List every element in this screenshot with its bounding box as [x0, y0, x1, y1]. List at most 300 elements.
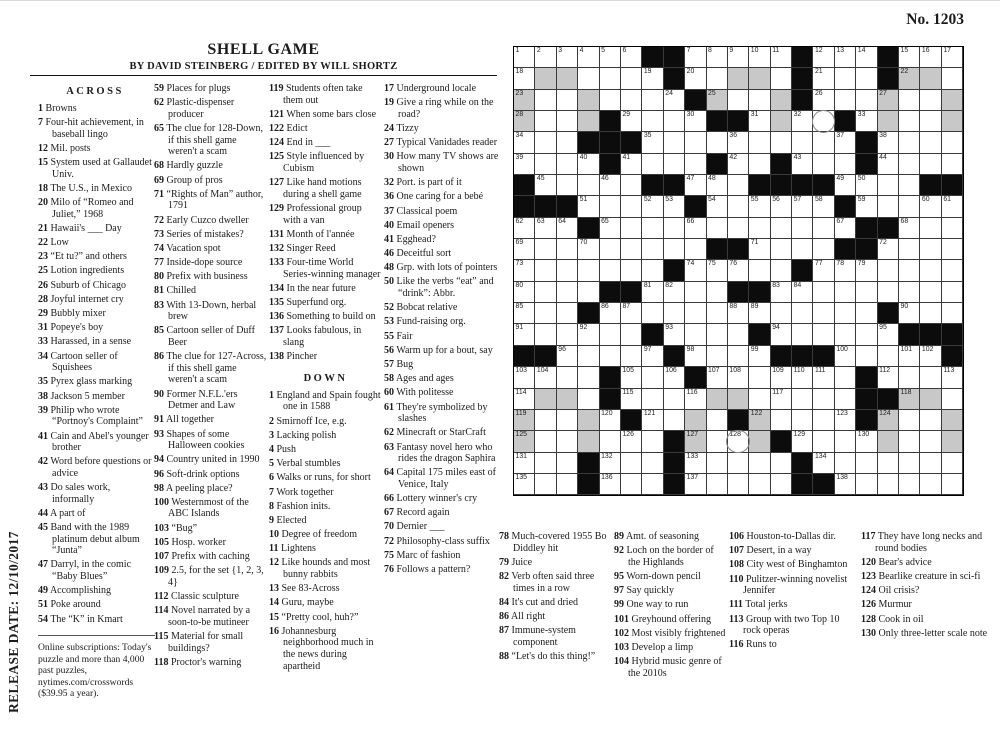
grid-cell-number: 86	[601, 303, 609, 311]
grid-cell-black	[792, 453, 813, 474]
grid-cell	[578, 282, 599, 303]
grid-cell-number: 61	[943, 196, 951, 204]
grid-cell	[749, 260, 770, 281]
clue-item: 64 Capital 175 miles east of Venice, Italy	[384, 467, 496, 490]
grid-cell-number: 71	[750, 239, 759, 247]
grid-cell	[664, 111, 685, 132]
grid-cell-number: 76	[729, 260, 738, 268]
clue-item: 58 Ages and ages	[384, 373, 454, 385]
grid-cell-black	[514, 196, 535, 217]
grid-cell	[771, 453, 792, 474]
grid-cell-number: 36	[729, 132, 738, 140]
grid-cell	[813, 453, 834, 474]
grid-cell	[835, 282, 856, 303]
grid-cell	[835, 90, 856, 111]
grid-cell	[899, 90, 920, 111]
grid-cell-black	[899, 324, 920, 345]
clue-item: 63 Fantasy novel hero who rides the dragon Saphira	[384, 441, 496, 465]
grid-cell	[942, 389, 963, 410]
grid-cell-shaded	[685, 410, 706, 431]
clue-item: 30 How many TV shows are shown	[384, 151, 499, 174]
grid-cell-number: 75	[708, 260, 716, 268]
grid-cell	[920, 453, 941, 474]
grid-cell	[557, 474, 578, 495]
grid-cell	[749, 346, 770, 367]
grid-cell-black	[835, 239, 856, 260]
grid-cell-black	[642, 324, 663, 345]
grid-cell-number: 73	[515, 260, 524, 268]
grid-cell	[557, 239, 578, 260]
grid-cell	[707, 260, 728, 281]
clue-item: 46 Deceitful sort	[384, 248, 452, 260]
grid-cell	[749, 154, 770, 175]
grid-cell-number: 25	[708, 89, 716, 97]
grid-cell	[728, 175, 749, 196]
clue-item: 7 Work together	[269, 486, 334, 498]
grid-cell	[707, 196, 728, 217]
grid-cell	[578, 175, 599, 196]
clue-item: 29 Bubbly mixer	[38, 308, 106, 320]
grid-cell	[535, 111, 556, 132]
grid-cell	[514, 453, 535, 474]
clue-item: 70 Dernier ___	[384, 521, 445, 533]
grid-cell-black	[728, 111, 749, 132]
grid-cell	[642, 68, 663, 89]
grid-cell	[535, 175, 556, 196]
grid-cell	[557, 132, 578, 153]
grid-cell	[899, 111, 920, 132]
grid-cell	[856, 68, 877, 89]
grid-cell-number: 27	[879, 89, 887, 97]
clue-item: 107 Prefix with caching	[154, 551, 250, 563]
grid-cell-number: 57	[793, 196, 802, 204]
clue-item: 13 See 83-Across	[269, 583, 340, 595]
grid-cell	[813, 260, 834, 281]
clue-item: 25 Lotion ingredients	[38, 265, 125, 277]
grid-cell	[878, 367, 899, 388]
grid-cell	[621, 367, 642, 388]
grid-cell-shaded	[578, 410, 599, 431]
grid-cell-number: 22	[900, 68, 909, 76]
grid-cell	[878, 324, 899, 345]
clue-item: 60 With politesse	[384, 387, 454, 399]
grid-cell-number: 115	[622, 388, 634, 396]
grid-cell-number: 100	[836, 345, 848, 353]
clue-item: 120 Bear's advice	[861, 556, 932, 568]
clue-list-header: ACROSS	[66, 86, 124, 97]
grid-cell	[600, 453, 621, 474]
grid-cell-number: 56	[772, 196, 780, 204]
grid-cell	[600, 431, 621, 452]
grid-cell	[878, 346, 899, 367]
clue-item: 34 Cartoon seller of Squishees	[38, 350, 118, 374]
grid-cell-black	[514, 175, 535, 196]
grid-cell	[621, 431, 642, 452]
clue-item: 74 Vacation spot	[154, 242, 221, 254]
grid-cell	[899, 410, 920, 431]
grid-cell	[749, 474, 770, 495]
grid-cell-number: 98	[686, 345, 695, 353]
grid-cell-number: 59	[857, 196, 866, 204]
grid-cell-number: 62	[515, 217, 524, 225]
clue-item: 72 Philosophy-class suffix	[384, 535, 490, 547]
grid-cell	[642, 154, 663, 175]
grid-cell-number: 132	[601, 452, 613, 460]
grid-cell-black	[942, 346, 963, 367]
grid-cell	[642, 346, 663, 367]
grid-cell	[899, 196, 920, 217]
grid-cell-number: 11	[772, 47, 780, 54]
grid-cell	[920, 431, 941, 452]
clue-column-across-3-down-1	[269, 83, 382, 675]
clue-item: 68 Hardly guzzle	[154, 160, 223, 172]
grid-cell-black	[664, 175, 685, 196]
grid-cell	[920, 90, 941, 111]
grid-cell-black	[792, 346, 813, 367]
clue-item: 78 Much-covered 1955 Bo Diddley hit	[499, 531, 607, 554]
grid-cell-number: 31	[750, 111, 759, 119]
grid-cell	[600, 410, 621, 431]
grid-cell-number: 92	[579, 324, 588, 332]
clue-column-across-1	[38, 83, 152, 628]
clue-item: 19 Give a ring while on the road?	[384, 97, 494, 120]
grid-cell-shaded	[535, 389, 556, 410]
grid-cell-black	[813, 474, 834, 495]
grid-cell	[535, 47, 556, 68]
grid-cell-number: 35	[643, 132, 652, 140]
grid-cell	[621, 154, 642, 175]
grid-cell-number: 136	[601, 473, 613, 481]
grid-cell-shaded	[578, 111, 599, 132]
grid-cell-black	[578, 453, 599, 474]
clue-item: 35 Pyrex glass marking	[38, 376, 133, 388]
grid-cell	[707, 431, 728, 452]
grid-cell-number: 101	[900, 345, 913, 353]
grid-cell	[600, 218, 621, 239]
clue-item: 132 Singer Reed	[269, 242, 336, 254]
grid-cell	[642, 239, 663, 260]
grid-cell	[642, 367, 663, 388]
grid-cell	[813, 154, 834, 175]
clue-item: 92 Loch on the border of the Highlands	[614, 545, 714, 568]
grid-cell	[642, 90, 663, 111]
clue-item: 95 Worn-down pencil	[614, 570, 701, 582]
grid-cell-black	[642, 47, 663, 68]
grid-cell-number: 52	[643, 196, 652, 204]
grid-cell	[835, 367, 856, 388]
clue-item: 62 Minecraft or StarCraft	[384, 427, 486, 439]
grid-cell	[771, 239, 792, 260]
grid-cell-number: 87	[622, 303, 631, 311]
clue-item: 133 Four-time World Series-winning manager	[269, 257, 381, 280]
grid-cell-circled	[813, 111, 834, 132]
clue-item: 116 Runs to	[729, 639, 777, 651]
grid-cell-number: 60	[921, 196, 930, 204]
grid-cell-number: 134	[814, 452, 827, 460]
clue-section	[384, 83, 501, 576]
clue-column-down-bottom-3	[729, 531, 858, 654]
grid-cell-number: 128	[729, 431, 741, 439]
clue-item: 112 Classic sculpture	[154, 591, 239, 602]
grid-cell	[557, 218, 578, 239]
clue-item: 137 Looks fabulous, in slang	[269, 325, 362, 348]
clue-item: 61 They're symbolized by slashes	[384, 401, 488, 425]
grid-cell-black	[600, 389, 621, 410]
grid-cell	[642, 282, 663, 303]
clue-item: 86 All right	[499, 610, 546, 622]
grid-cell	[899, 431, 920, 452]
grid-cell	[707, 47, 728, 68]
grid-cell-number: 112	[879, 367, 891, 375]
grid-cell	[535, 367, 556, 388]
clue-item: 41 Egghead?	[384, 233, 436, 245]
grid-cell	[621, 196, 642, 217]
clue-item: 121 When some bars close	[269, 108, 377, 120]
grid-cell	[728, 260, 749, 281]
clue-item: 48 Grp. with lots of pointers	[384, 262, 498, 274]
grid-cell	[899, 367, 920, 388]
grid-cell	[771, 47, 792, 68]
grid-cell	[578, 196, 599, 217]
grid-cell	[920, 367, 941, 388]
grid-cell-shaded	[749, 68, 770, 89]
grid-cell	[920, 303, 941, 324]
grid-cell	[621, 175, 642, 196]
grid-cell-black	[856, 154, 877, 175]
grid-cell-number: 34	[515, 132, 524, 140]
grid-cell-shaded	[878, 431, 899, 452]
grid-cell-shaded	[942, 410, 963, 431]
grid-cell	[749, 218, 770, 239]
grid-cell	[813, 367, 834, 388]
grid-cell-number: 70	[579, 239, 588, 247]
clue-item: 1 England and Spain fought one in 1588	[269, 389, 381, 413]
grid-cell	[514, 132, 535, 153]
clue-column-across-2	[154, 83, 267, 671]
grid-cell-black	[664, 474, 685, 495]
grid-cell-number: 97	[643, 345, 652, 353]
grid-cell	[621, 68, 642, 89]
grid-cell	[835, 132, 856, 153]
grid-cell-number: 37	[836, 132, 845, 140]
grid-cell	[878, 175, 899, 196]
clue-section	[269, 83, 382, 363]
grid-cell-number: 89	[750, 303, 759, 311]
grid-cell	[707, 218, 728, 239]
clue-item: 42 Word before questions or advice	[38, 456, 152, 479]
clue-column-down-bottom-1	[499, 531, 611, 665]
grid-cell-number: 10	[750, 47, 759, 54]
grid-cell-number: 3	[558, 47, 563, 54]
clue-item: 81 Chilled	[154, 285, 196, 297]
grid-cell-number: 110	[793, 367, 805, 375]
grid-cell-black	[856, 367, 877, 388]
grid-cell	[535, 410, 556, 431]
grid-cell	[878, 474, 899, 495]
grid-cell-number: 38	[879, 132, 887, 140]
grid-cell-number: 93	[665, 324, 673, 332]
grid-cell-number: 33	[857, 111, 866, 119]
grid-cell	[771, 324, 792, 345]
grid-cell	[621, 346, 642, 367]
grid-cell	[600, 303, 621, 324]
grid-cell	[685, 239, 706, 260]
grid-cell-number: 32	[793, 111, 802, 119]
clue-item: 135 Superfund org.	[269, 297, 347, 309]
grid-cell	[792, 303, 813, 324]
grid-cell-number: 9	[729, 47, 734, 54]
grid-cell-number: 118	[900, 388, 912, 396]
grid-cell	[771, 260, 792, 281]
grid-cell-black	[728, 410, 749, 431]
grid-cell-shaded	[514, 410, 535, 431]
grid-cell	[920, 260, 941, 281]
grid-cell	[642, 303, 663, 324]
grid-cell	[749, 111, 770, 132]
grid-cell-number: 105	[622, 367, 634, 375]
grid-cell	[878, 132, 899, 153]
clue-item: 119 Students often take them out	[269, 83, 363, 106]
grid-cell	[514, 260, 535, 281]
grid-cell	[899, 175, 920, 196]
clue-item: 111 Total jerks	[729, 599, 788, 611]
grid-cell-black	[535, 346, 556, 367]
grid-cell	[578, 68, 599, 89]
grid-cell	[749, 389, 770, 410]
clue-column-down-bottom-2	[614, 531, 727, 682]
grid-cell-black	[664, 431, 685, 452]
grid-cell	[664, 367, 685, 388]
grid-cell-black	[856, 218, 877, 239]
grid-cell-number: 55	[750, 196, 759, 204]
grid-cell	[642, 474, 663, 495]
grid-cell-number: 13	[836, 47, 845, 54]
grid-cell-number: 47	[686, 175, 695, 183]
clue-item: 98 A peeling place?	[154, 482, 233, 494]
grid-cell-black	[685, 367, 706, 388]
grid-cell-number: 20	[686, 68, 695, 76]
grid-cell	[792, 154, 813, 175]
grid-cell	[792, 282, 813, 303]
grid-cell	[707, 282, 728, 303]
grid-cell	[792, 196, 813, 217]
clue-item: 117 They have long necks and round bodies	[861, 531, 983, 554]
grid-cell	[899, 474, 920, 495]
grid-cell-black	[578, 474, 599, 495]
grid-cell-black	[942, 324, 963, 345]
grid-cell-number: 21	[814, 68, 823, 76]
grid-cell-shaded	[899, 389, 920, 410]
grid-cell-number: 108	[729, 367, 741, 375]
grid-cell	[878, 260, 899, 281]
grid-cell-number: 133	[686, 452, 699, 460]
clue-item: 41 Cain and Abel's younger brother	[38, 430, 149, 454]
grid-cell-number: 126	[622, 431, 634, 439]
grid-cell-number: 72	[879, 239, 887, 247]
grid-cell	[856, 90, 877, 111]
grid-cell	[856, 111, 877, 132]
grid-cell	[920, 346, 941, 367]
clue-item: 54 The “K” in Kmart	[38, 613, 123, 625]
grid-cell	[664, 196, 685, 217]
clue-item: 2 Smirnoff Ice, e.g.	[269, 415, 347, 427]
grid-cell-number: 91	[515, 324, 524, 332]
clue-item: 128 Cook in oil	[861, 613, 924, 625]
grid-cell-number: 83	[772, 281, 780, 289]
grid-cell	[514, 68, 535, 89]
grid-cell-circled	[728, 431, 749, 452]
clue-item: 109 2.5, for the set {1, 2, 3, 4}	[154, 565, 264, 588]
grid-cell	[728, 303, 749, 324]
grid-cell-black	[664, 68, 685, 89]
grid-cell-number: 69	[515, 239, 524, 247]
grid-cell	[835, 389, 856, 410]
grid-cell	[664, 324, 685, 345]
clue-item: 76 Follows a pattern?	[384, 564, 471, 575]
clue-item: 131 Month of l'année	[269, 228, 355, 240]
grid-cell	[557, 111, 578, 132]
grid-cell	[685, 154, 706, 175]
grid-cell-shaded	[514, 431, 535, 452]
grid-cell-shaded	[771, 90, 792, 111]
grid-cell	[878, 154, 899, 175]
grid-cell	[792, 324, 813, 345]
grid-cell-number: 125	[515, 431, 527, 439]
grid-cell	[707, 132, 728, 153]
grid-cell-number: 17	[943, 47, 951, 54]
grid-cell	[771, 196, 792, 217]
grid-cell-black	[578, 303, 599, 324]
grid-cell-black	[792, 260, 813, 281]
grid-cell	[685, 218, 706, 239]
grid-cell	[514, 367, 535, 388]
grid-cell	[557, 47, 578, 68]
grid-cell	[813, 68, 834, 89]
grid-cell	[557, 346, 578, 367]
grid-cell	[920, 474, 941, 495]
grid-cell	[642, 196, 663, 217]
clue-item: 50 Like the verbs “eat” and “drink”: Abbr.	[384, 276, 494, 300]
grid-cell-shaded	[514, 90, 535, 111]
grid-cell	[707, 346, 728, 367]
grid-cell-black	[813, 175, 834, 196]
clue-item: 107 Desert, in a way	[729, 545, 812, 557]
grid-cell	[792, 410, 813, 431]
clue-column-down-2	[384, 83, 501, 578]
grid-cell-number: 129	[793, 431, 806, 439]
grid-cell	[792, 239, 813, 260]
clue-item: 71 “Rights of Man” author, 1791	[154, 188, 264, 212]
grid-cell	[878, 239, 899, 260]
grid-cell-black	[792, 175, 813, 196]
grid-cell-number: 67	[836, 217, 845, 225]
grid-cell-shaded	[728, 389, 749, 410]
grid-cell	[514, 324, 535, 345]
grid-cell	[899, 346, 920, 367]
grid-cell	[557, 431, 578, 452]
grid-cell	[942, 367, 963, 388]
grid-cell	[856, 324, 877, 345]
grid-cell	[792, 218, 813, 239]
grid-cell-number: 80	[515, 281, 524, 289]
grid-cell	[578, 260, 599, 281]
clue-item: 89 Amt. of seasoning	[614, 531, 699, 542]
grid-cell	[535, 431, 556, 452]
grid-cell-number: 138	[836, 473, 848, 481]
clue-item: 97 Say quickly	[614, 585, 674, 597]
grid-cell	[942, 239, 963, 260]
grid-cell	[707, 303, 728, 324]
